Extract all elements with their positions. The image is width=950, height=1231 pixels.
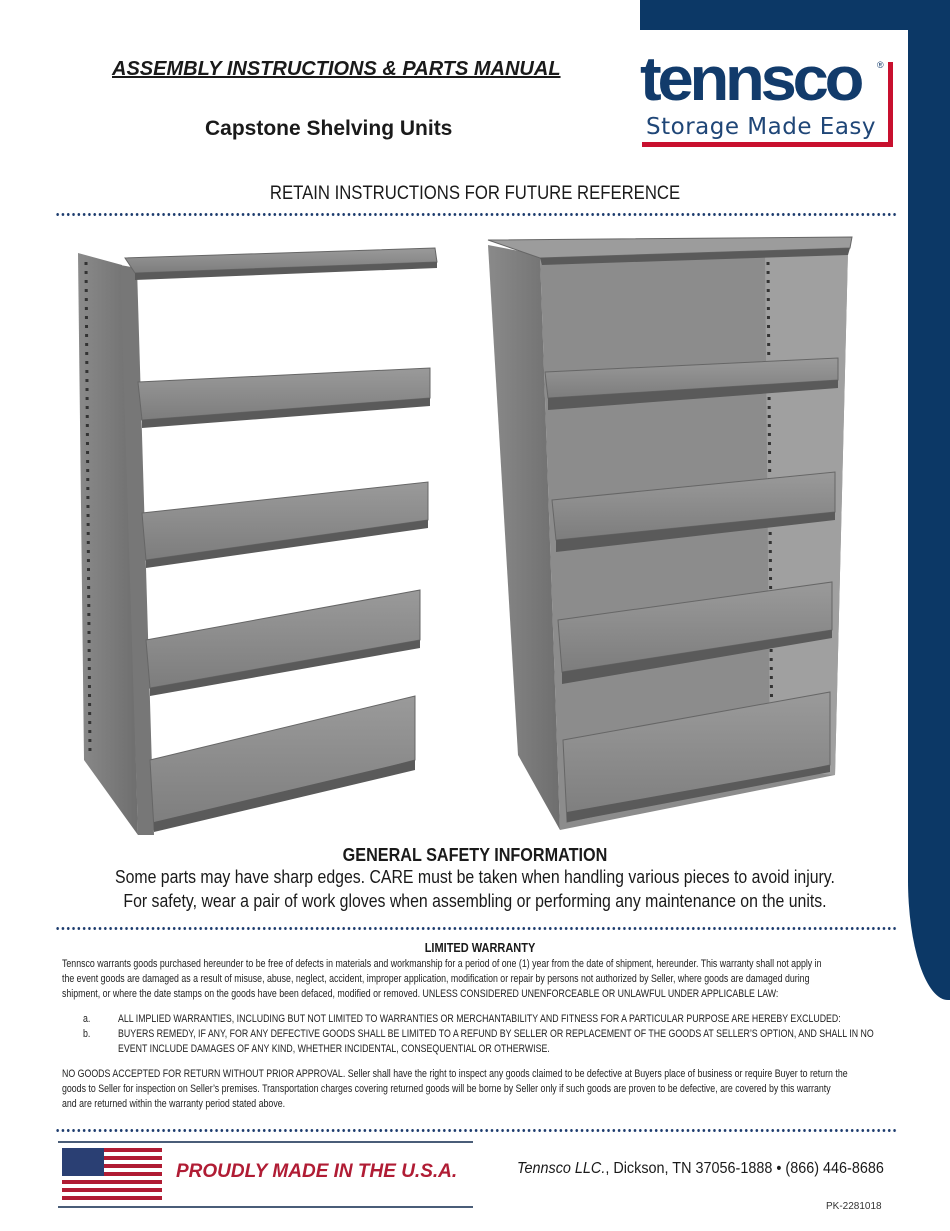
dotted-divider [55,1129,897,1132]
document-subtitle: Capstone Shelving Units [205,117,453,140]
logo-accent-bottom [642,142,893,147]
made-in-usa-banner [58,1141,473,1208]
warranty-item-marker: b. [83,1028,91,1040]
warranty-item-text: EVENT INCLUDE DAMAGES OF ANY KIND, WHETHER INCIDENTAL, CONSEQUENTIAL OR OTHERWISE. [118,1043,550,1055]
warranty-returns-line: and are returned within the warranty period stated above. [62,1098,286,1110]
logo-accent [888,62,893,147]
header-band [640,0,950,30]
shelving-illustration [0,225,950,840]
logo-registered: ® [877,60,884,70]
warranty-heading: LIMITED WARRANTY [424,941,536,955]
logo-wordmark: tennsco [640,45,861,114]
warranty-intro-line: the event goods are damaged as a result of misuse, abuse, neglect, accident, improper application, modification or repair by persons not authorized by Seller, where goods are damaged during [62,973,810,985]
retain-notice: RETAIN INSTRUCTIONS FOR FUTURE REFERENCE [269,183,681,204]
warranty-intro-line: shipment, or where the date stamps on the goods have been defaced, modified or removed. UNLESS CONSIDERED UNENFORCEABLE OR UNLAWFUL UNDER APPLICABLE LAW: [62,988,779,1000]
made-in-usa-text: PROUDLY MADE IN THE U.S.A. [176,1161,458,1182]
tennsco-logo [640,45,895,152]
safety-line: Some parts may have sharp edges. CARE must be taken when handling various pieces to avoid injury. [115,867,835,887]
warranty-returns-line: goods to Seller for inspection on Seller’s premises. Transportation charges covering returned goods will be borne by Seller only if such goods are proven to be defective, are covered by this warranty [62,1083,831,1095]
dotted-divider [55,213,897,216]
us-flag-icon [62,1148,162,1200]
warranty-intro-line: Tennsco warrants goods purchased hereunder to be free of defects in materials and workmanship for a period of one (1) year from the date of shipment, hereunder. This warranty shall not apply in [62,958,822,970]
logo-tagline: Storage Made Easy [646,114,877,140]
company-name: Tennsco LLC. [517,1160,606,1177]
warranty-item-text: ALL IMPLIED WARRANTIES, INCLUDING BUT NOT LIMITED TO WARRANTIES OR MERCHANTABILITY AND FITNESS FOR A PARTICULAR PURPOSE ARE HEREBY EXCLUDED: [118,1013,841,1025]
starter-shelving-unit [488,237,852,830]
document-title: ASSEMBLY INSTRUCTIONS & PARTS MANUAL [112,58,561,80]
warranty-item-marker: a. [83,1013,91,1025]
company-address: , Dickson, TN 37056-1888 • (866) 446-8686 [605,1160,884,1177]
dotted-divider [55,927,897,930]
warranty-item-text: BUYERS REMEDY, IF ANY, FOR ANY DEFECTIVE GOODS SHALL BE LIMITED TO A REFUND BY SELLER OR REPLACEMENT OF THE GOODS AT SELLER’S OPTION, AND SHALL IN NO [118,1028,874,1040]
warranty-returns-line: NO GOODS ACCEPTED FOR RETURN WITHOUT PRIOR APPROVAL. Seller shall have the right to inspect any goods claimed to be defective at Buyers place of business or require Buyer to return the [62,1068,848,1080]
safety-line: For safety, wear a pair of work gloves when assembling or performing any maintenance on the units. [123,891,827,911]
add-on-shelving-unit [78,248,437,835]
part-number: PK-2281018 [826,1201,882,1212]
safety-heading: GENERAL SAFETY INFORMATION [342,845,608,865]
company-contact [517,1160,884,1178]
